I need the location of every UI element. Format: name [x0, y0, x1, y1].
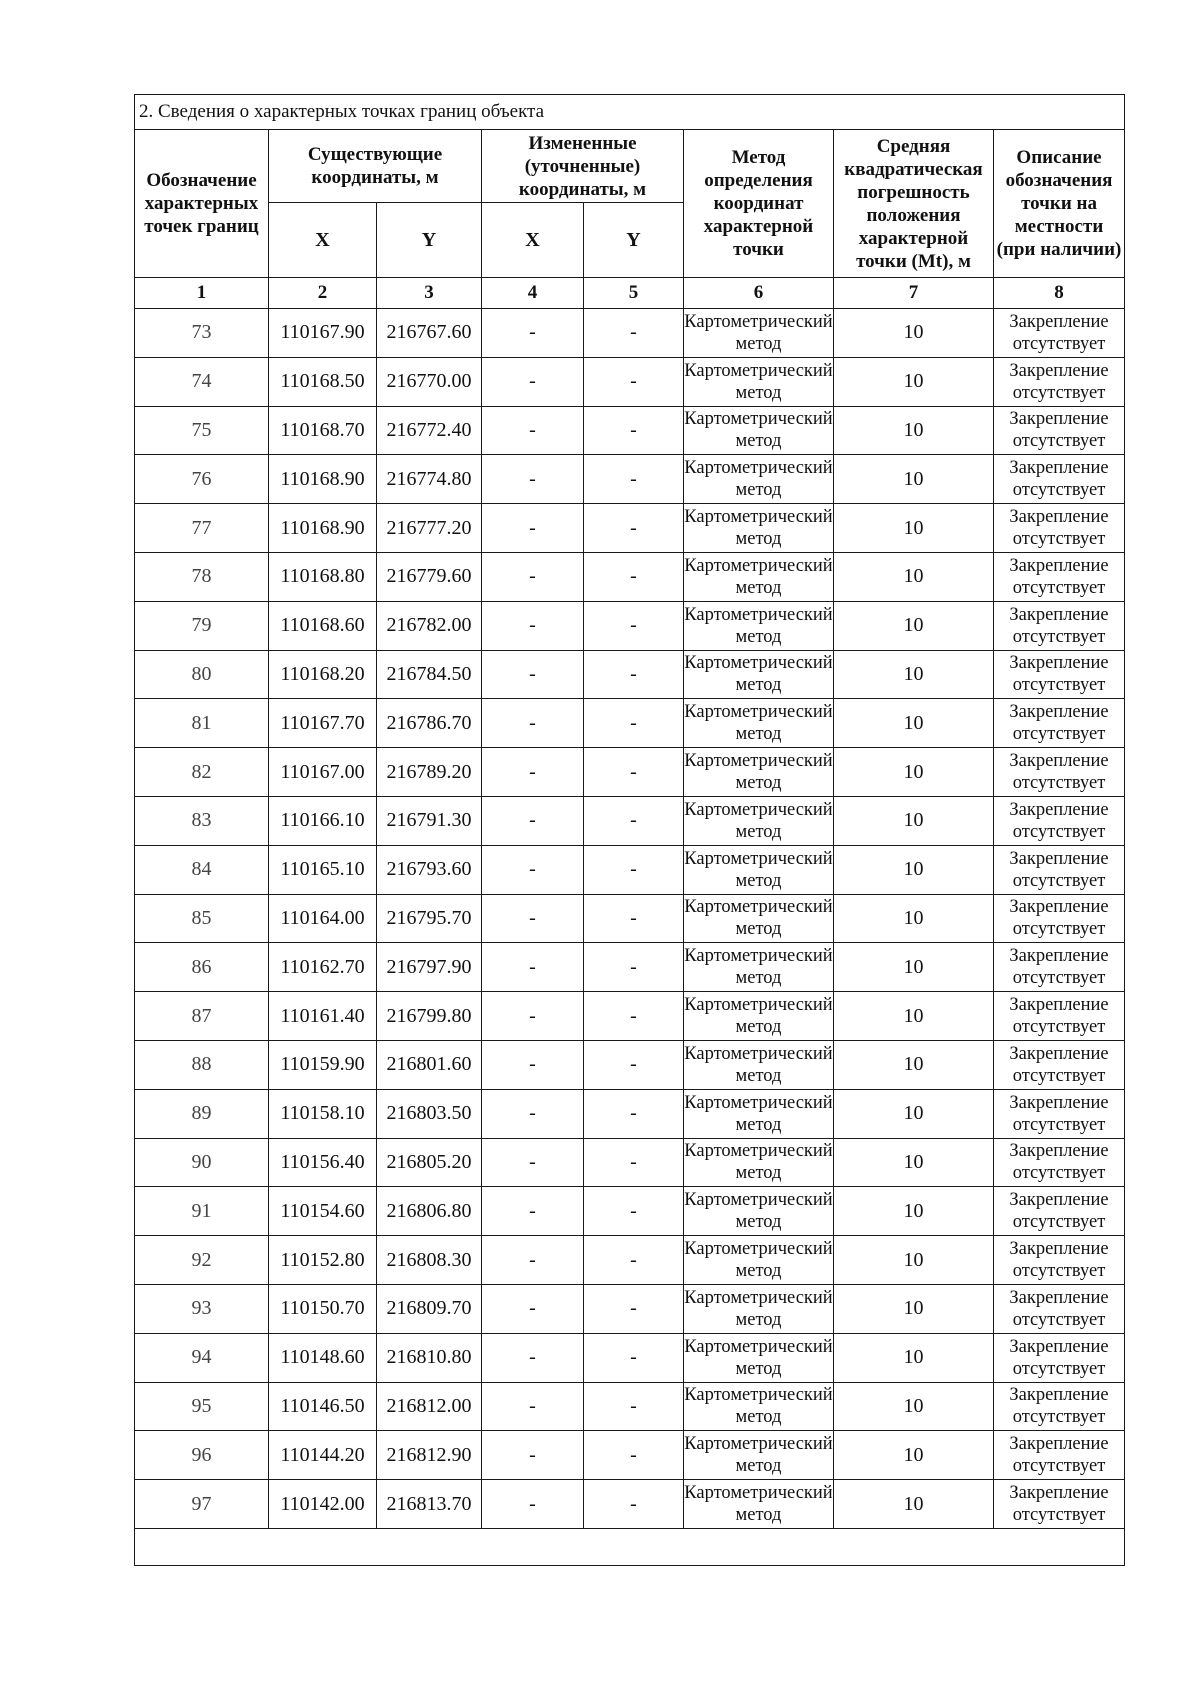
error-cell: 10 [834, 796, 994, 845]
column-number: 4 [482, 278, 584, 309]
method-cell: Картометрический метод [684, 309, 834, 358]
changed-y-cell: - [584, 1089, 684, 1138]
table-row [135, 455, 1125, 504]
existing-y-cell: 216784.50 [377, 650, 482, 699]
changed-x-cell: - [482, 1382, 584, 1431]
method-cell: Картометрический метод [684, 845, 834, 894]
existing-y-cell: 216795.70 [377, 894, 482, 943]
existing-y-cell: 216801.60 [377, 1040, 482, 1089]
description-cell: Закрепление отсутствует [994, 1040, 1125, 1089]
table-row [135, 1431, 1125, 1480]
point-number-cell: 89 [135, 1089, 269, 1138]
error-cell: 10 [834, 601, 994, 650]
description-cell: Закрепление отсутствует [994, 1284, 1125, 1333]
existing-y-cell: 216774.80 [377, 455, 482, 504]
description-cell: Закрепление отсутствует [994, 406, 1125, 455]
error-cell: 10 [834, 845, 994, 894]
method-cell: Картометрический метод [684, 1382, 834, 1431]
existing-y-cell: 216812.00 [377, 1382, 482, 1431]
column-number: 2 [269, 278, 377, 309]
changed-x-cell: - [482, 1431, 584, 1480]
description-cell: Закрепление отсутствует [994, 748, 1125, 797]
error-cell: 10 [834, 1089, 994, 1138]
method-cell: Картометрический метод [684, 1236, 834, 1285]
error-cell: 10 [834, 1187, 994, 1236]
changed-y-cell: - [584, 894, 684, 943]
existing-x-cell: 110168.80 [269, 552, 377, 601]
error-cell: 10 [834, 309, 994, 358]
changed-y-cell: - [584, 309, 684, 358]
error-cell: 10 [834, 1138, 994, 1187]
table-row [135, 1187, 1125, 1236]
existing-y-cell: 216803.50 [377, 1089, 482, 1138]
changed-x-cell: - [482, 406, 584, 455]
error-cell: 10 [834, 699, 994, 748]
changed-y-cell: - [584, 845, 684, 894]
changed-y-cell: - [584, 1187, 684, 1236]
header-changed-x: X [482, 203, 584, 278]
table-row [135, 894, 1125, 943]
method-cell: Картометрический метод [684, 1089, 834, 1138]
description-cell: Закрепление отсутствует [994, 601, 1125, 650]
description-cell: Закрепление отсутствует [994, 1187, 1125, 1236]
existing-y-cell: 216799.80 [377, 992, 482, 1041]
header-changed-y: Y [584, 203, 684, 278]
point-number-cell: 92 [135, 1236, 269, 1285]
error-cell: 10 [834, 504, 994, 553]
existing-x-cell: 110168.90 [269, 455, 377, 504]
changed-y-cell: - [584, 406, 684, 455]
changed-y-cell: - [584, 357, 684, 406]
method-cell: Картометрический метод [684, 748, 834, 797]
changed-x-cell: - [482, 455, 584, 504]
point-number-cell: 82 [135, 748, 269, 797]
changed-x-cell: - [482, 1040, 584, 1089]
existing-y-cell: 216789.20 [377, 748, 482, 797]
method-cell: Картометрический метод [684, 650, 834, 699]
changed-x-cell: - [482, 650, 584, 699]
description-cell: Закрепление отсутствует [994, 894, 1125, 943]
method-cell: Картометрический метод [684, 1333, 834, 1382]
method-cell: Картометрический метод [684, 1187, 834, 1236]
table-row [135, 992, 1125, 1041]
column-number: 8 [994, 278, 1125, 309]
method-cell: Картометрический метод [684, 894, 834, 943]
description-cell: Закрепление отсутствует [994, 1431, 1125, 1480]
existing-y-cell: 216808.30 [377, 1236, 482, 1285]
point-number-cell: 95 [135, 1382, 269, 1431]
method-cell: Картометрический метод [684, 1284, 834, 1333]
point-number-cell: 74 [135, 357, 269, 406]
existing-x-cell: 110164.00 [269, 894, 377, 943]
changed-y-cell: - [584, 1236, 684, 1285]
point-number-cell: 85 [135, 894, 269, 943]
empty-footer-row [135, 1528, 1125, 1565]
existing-y-cell: 216782.00 [377, 601, 482, 650]
changed-x-cell: - [482, 845, 584, 894]
changed-x-cell: - [482, 1138, 584, 1187]
method-cell: Картометрический метод [684, 699, 834, 748]
point-number-cell: 96 [135, 1431, 269, 1480]
error-cell: 10 [834, 1284, 994, 1333]
changed-y-cell: - [584, 992, 684, 1041]
changed-y-cell: - [584, 601, 684, 650]
description-cell: Закрепление отсутствует [994, 1236, 1125, 1285]
existing-x-cell: 110156.40 [269, 1138, 377, 1187]
method-cell: Картометрический метод [684, 1431, 834, 1480]
changed-x-cell: - [482, 1187, 584, 1236]
description-cell: Закрепление отсутствует [994, 552, 1125, 601]
existing-x-cell: 110158.10 [269, 1089, 377, 1138]
table-row [135, 1236, 1125, 1285]
existing-x-cell: 110167.90 [269, 309, 377, 358]
existing-y-cell: 216779.60 [377, 552, 482, 601]
point-number-cell: 75 [135, 406, 269, 455]
table-row [135, 406, 1125, 455]
description-cell: Закрепление отсутствует [994, 699, 1125, 748]
description-cell: Закрепление отсутствует [994, 1138, 1125, 1187]
method-cell: Картометрический метод [684, 1480, 834, 1529]
changed-x-cell: - [482, 1089, 584, 1138]
error-cell: 10 [834, 1040, 994, 1089]
header-mean-square-error: Средняя квадратическая погрешность положения характерной точки (Mt), м [834, 130, 994, 278]
changed-y-cell: - [584, 1480, 684, 1529]
changed-y-cell: - [584, 1333, 684, 1382]
table-row [135, 1382, 1125, 1431]
point-number-cell: 90 [135, 1138, 269, 1187]
error-cell: 10 [834, 943, 994, 992]
header-method: Метод определения координат характерной точки [684, 130, 834, 278]
existing-x-cell: 110168.70 [269, 406, 377, 455]
existing-y-cell: 216770.00 [377, 357, 482, 406]
table-row [135, 1089, 1125, 1138]
changed-y-cell: - [584, 699, 684, 748]
existing-x-cell: 110161.40 [269, 992, 377, 1041]
existing-y-cell: 216809.70 [377, 1284, 482, 1333]
error-cell: 10 [834, 650, 994, 699]
changed-y-cell: - [584, 1138, 684, 1187]
error-cell: 10 [834, 1382, 994, 1431]
method-cell: Картометрический метод [684, 406, 834, 455]
point-number-cell: 73 [135, 309, 269, 358]
error-cell: 10 [834, 1431, 994, 1480]
point-number-cell: 81 [135, 699, 269, 748]
description-cell: Закрепление отсутствует [994, 796, 1125, 845]
changed-x-cell: - [482, 309, 584, 358]
existing-x-cell: 110167.70 [269, 699, 377, 748]
column-number: 6 [684, 278, 834, 309]
method-cell: Картометрический метод [684, 601, 834, 650]
changed-y-cell: - [584, 650, 684, 699]
existing-x-cell: 110168.20 [269, 650, 377, 699]
existing-x-cell: 110159.90 [269, 1040, 377, 1089]
table-row [135, 845, 1125, 894]
method-cell: Картометрический метод [684, 992, 834, 1041]
table-row [135, 552, 1125, 601]
error-cell: 10 [834, 406, 994, 455]
column-number: 1 [135, 278, 269, 309]
error-cell: 10 [834, 992, 994, 1041]
method-cell: Картометрический метод [684, 1040, 834, 1089]
changed-y-cell: - [584, 943, 684, 992]
table-row [135, 309, 1125, 358]
changed-x-cell: - [482, 748, 584, 797]
column-number: 3 [377, 278, 482, 309]
table-row [135, 1138, 1125, 1187]
section-title: 2. Сведения о характерных точках границ объекта [135, 95, 1125, 130]
existing-x-cell: 110148.60 [269, 1333, 377, 1382]
point-number-cell: 83 [135, 796, 269, 845]
existing-x-cell: 110162.70 [269, 943, 377, 992]
existing-x-cell: 110150.70 [269, 1284, 377, 1333]
existing-y-cell: 216793.60 [377, 845, 482, 894]
column-numbers-row [135, 278, 1125, 309]
empty-footer-cell [135, 1528, 1125, 1565]
changed-x-cell: - [482, 992, 584, 1041]
description-cell: Закрепление отсутствует [994, 357, 1125, 406]
existing-y-cell: 216777.20 [377, 504, 482, 553]
point-number-cell: 84 [135, 845, 269, 894]
document-sheet [134, 94, 1124, 1566]
existing-x-cell: 110165.10 [269, 845, 377, 894]
existing-y-cell: 216813.70 [377, 1480, 482, 1529]
existing-x-cell: 110144.20 [269, 1431, 377, 1480]
point-number-cell: 86 [135, 943, 269, 992]
point-number-cell: 88 [135, 1040, 269, 1089]
point-number-cell: 77 [135, 504, 269, 553]
changed-x-cell: - [482, 504, 584, 553]
column-number: 5 [584, 278, 684, 309]
table-row [135, 1480, 1125, 1529]
existing-x-cell: 110142.00 [269, 1480, 377, 1529]
description-cell: Закрепление отсутствует [994, 504, 1125, 553]
description-cell: Закрепление отсутствует [994, 1089, 1125, 1138]
changed-y-cell: - [584, 1382, 684, 1431]
table-row [135, 357, 1125, 406]
changed-x-cell: - [482, 1333, 584, 1382]
error-cell: 10 [834, 1480, 994, 1529]
existing-x-cell: 110168.90 [269, 504, 377, 553]
table-row [135, 699, 1125, 748]
changed-x-cell: - [482, 894, 584, 943]
table-row [135, 1333, 1125, 1382]
description-cell: Закрепление отсутствует [994, 992, 1125, 1041]
method-cell: Картометрический метод [684, 455, 834, 504]
existing-y-cell: 216810.80 [377, 1333, 482, 1382]
table-row [135, 748, 1125, 797]
changed-x-cell: - [482, 796, 584, 845]
error-cell: 10 [834, 1236, 994, 1285]
changed-x-cell: - [482, 1480, 584, 1529]
description-cell: Закрепление отсутствует [994, 943, 1125, 992]
column-number: 7 [834, 278, 994, 309]
point-number-cell: 79 [135, 601, 269, 650]
table-row [135, 1284, 1125, 1333]
table-row [135, 943, 1125, 992]
method-cell: Картометрический метод [684, 552, 834, 601]
description-cell: Закрепление отсутствует [994, 1333, 1125, 1382]
point-number-cell: 94 [135, 1333, 269, 1382]
point-number-cell: 76 [135, 455, 269, 504]
method-cell: Картометрический метод [684, 504, 834, 553]
changed-y-cell: - [584, 748, 684, 797]
header-existing-y: Y [377, 203, 482, 278]
changed-y-cell: - [584, 552, 684, 601]
point-number-cell: 80 [135, 650, 269, 699]
point-number-cell: 93 [135, 1284, 269, 1333]
changed-y-cell: - [584, 1431, 684, 1480]
changed-x-cell: - [482, 1236, 584, 1285]
description-cell: Закрепление отсутствует [994, 1480, 1125, 1529]
existing-x-cell: 110168.60 [269, 601, 377, 650]
method-cell: Картометрический метод [684, 796, 834, 845]
error-cell: 10 [834, 455, 994, 504]
existing-y-cell: 216797.90 [377, 943, 482, 992]
changed-x-cell: - [482, 1284, 584, 1333]
description-cell: Закрепление отсутствует [994, 309, 1125, 358]
point-number-cell: 91 [135, 1187, 269, 1236]
existing-x-cell: 110168.50 [269, 357, 377, 406]
table-body [135, 309, 1125, 1529]
error-cell: 10 [834, 552, 994, 601]
changed-y-cell: - [584, 455, 684, 504]
changed-x-cell: - [482, 552, 584, 601]
existing-x-cell: 110166.10 [269, 796, 377, 845]
description-cell: Закрепление отсутствует [994, 650, 1125, 699]
method-cell: Картометрический метод [684, 357, 834, 406]
header-point-designation: Обозначение характерных точек границ [135, 130, 269, 278]
table-row [135, 601, 1125, 650]
description-cell: Закрепление отсутствует [994, 845, 1125, 894]
changed-y-cell: - [584, 1040, 684, 1089]
table-row [135, 650, 1125, 699]
description-cell: Закрепление отсутствует [994, 455, 1125, 504]
existing-x-cell: 110152.80 [269, 1236, 377, 1285]
error-cell: 10 [834, 894, 994, 943]
changed-x-cell: - [482, 943, 584, 992]
existing-y-cell: 216772.40 [377, 406, 482, 455]
error-cell: 10 [834, 357, 994, 406]
existing-x-cell: 110154.60 [269, 1187, 377, 1236]
header-changed-coordinates: Измененные (уточненные) координаты, м [482, 130, 684, 203]
changed-y-cell: - [584, 796, 684, 845]
changed-x-cell: - [482, 699, 584, 748]
changed-x-cell: - [482, 601, 584, 650]
header-point-description: Описание обозначения точки на местности (при наличии) [994, 130, 1125, 278]
header-existing-x: X [269, 203, 377, 278]
existing-y-cell: 216791.30 [377, 796, 482, 845]
changed-y-cell: - [584, 1284, 684, 1333]
method-cell: Картометрический метод [684, 943, 834, 992]
existing-y-cell: 216786.70 [377, 699, 482, 748]
existing-y-cell: 216806.80 [377, 1187, 482, 1236]
header-existing-coordinates: Существующие координаты, м [269, 130, 482, 203]
method-cell: Картометрический метод [684, 1138, 834, 1187]
existing-y-cell: 216767.60 [377, 309, 482, 358]
point-number-cell: 97 [135, 1480, 269, 1529]
existing-y-cell: 216805.20 [377, 1138, 482, 1187]
point-number-cell: 78 [135, 552, 269, 601]
existing-y-cell: 216812.90 [377, 1431, 482, 1480]
changed-x-cell: - [482, 357, 584, 406]
changed-y-cell: - [584, 504, 684, 553]
boundary-points-table [134, 94, 1125, 1566]
existing-x-cell: 110146.50 [269, 1382, 377, 1431]
table-row [135, 1040, 1125, 1089]
table-row [135, 504, 1125, 553]
description-cell: Закрепление отсутствует [994, 1382, 1125, 1431]
error-cell: 10 [834, 1333, 994, 1382]
existing-x-cell: 110167.00 [269, 748, 377, 797]
point-number-cell: 87 [135, 992, 269, 1041]
table-row [135, 796, 1125, 845]
error-cell: 10 [834, 748, 994, 797]
